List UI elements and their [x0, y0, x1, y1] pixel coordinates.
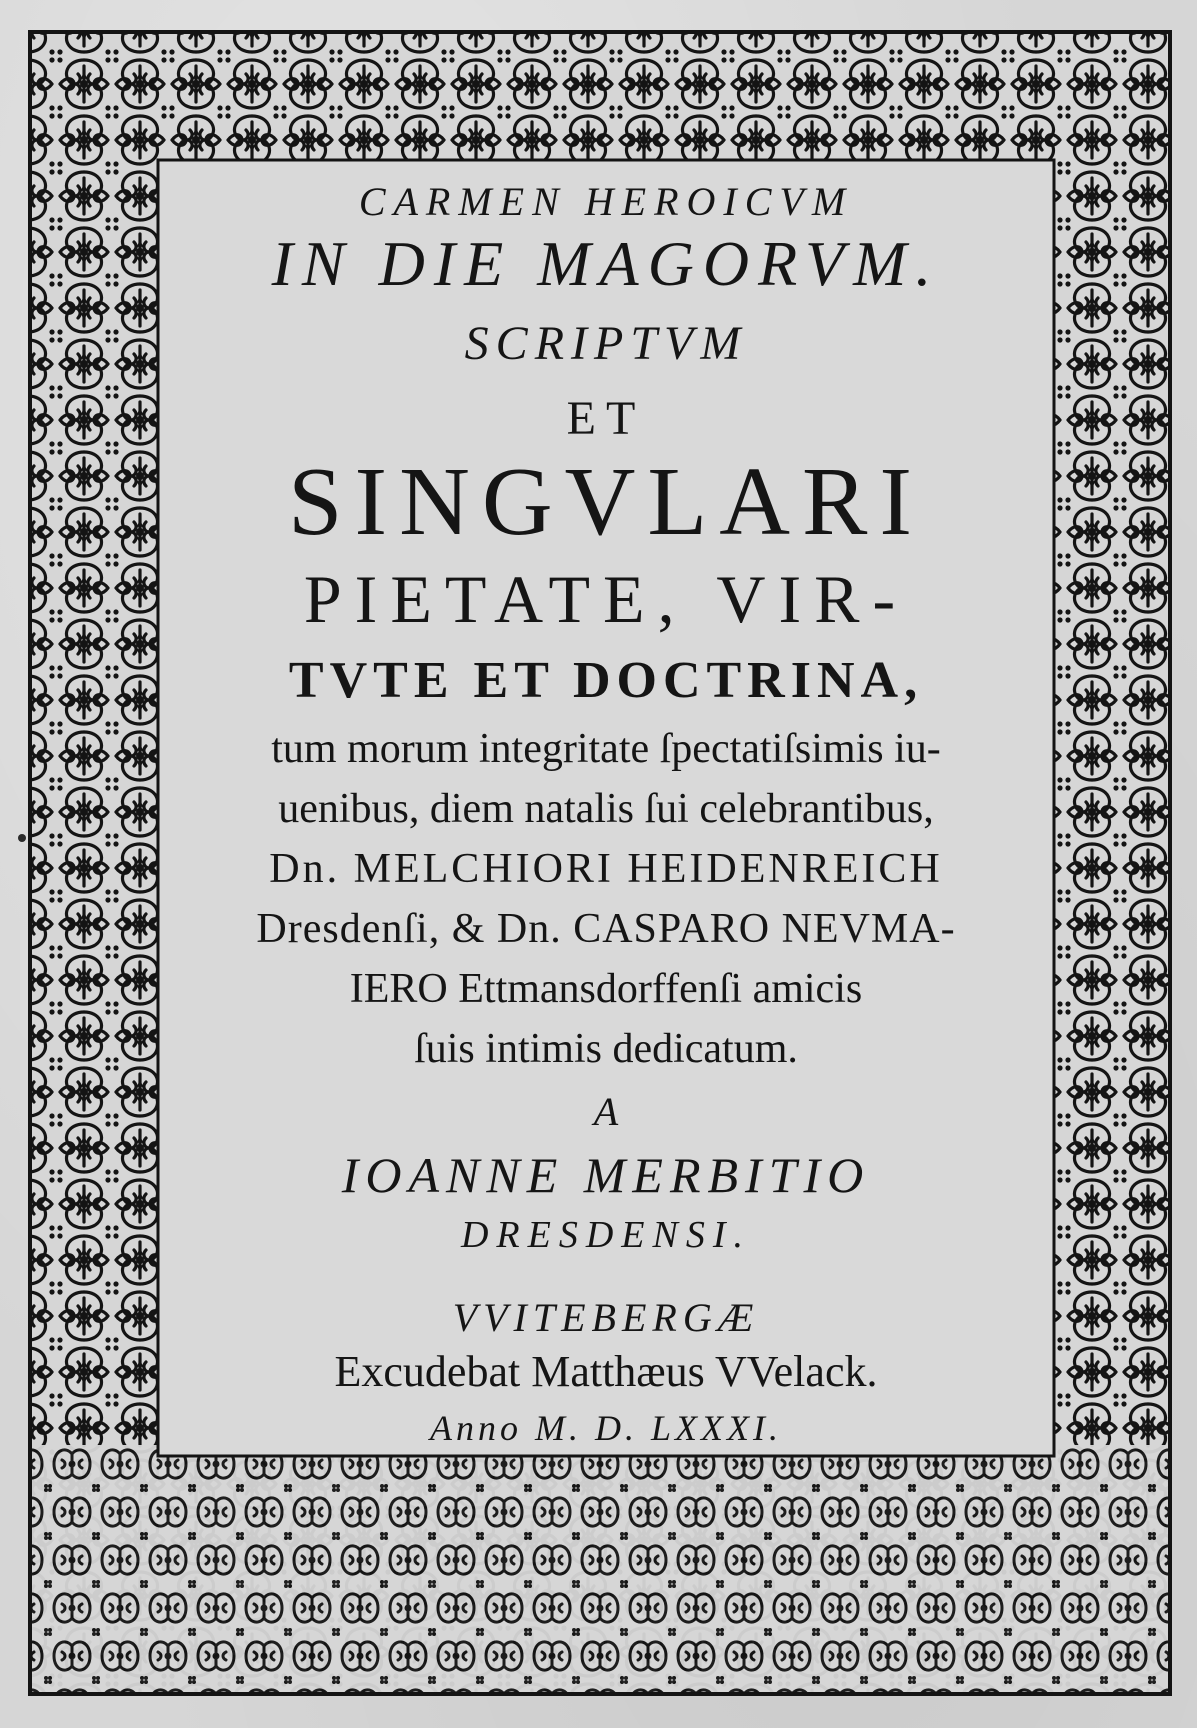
title-line-carmen: CARMEN HEROICVM — [358, 179, 854, 224]
title-line-pietate: PIETATE, VIR- — [303, 561, 909, 637]
title-line-a: A — [593, 1089, 619, 1134]
title-line-tum-morum: tum morum integritate ſpectatiſsimis iu- — [271, 726, 941, 772]
title-line-dresdensi-author: DRESDENSI. — [460, 1214, 752, 1256]
imprint-year: Anno M. D. LXXXI. — [430, 1408, 782, 1448]
title-line-singulari: SINGVLARI — [287, 448, 925, 556]
title-line-melchiori: Dn. MELCHIORI HEIDENREICH — [269, 846, 943, 892]
title-line-iero: IERO Ettmansdorffenſi amicis — [349, 966, 863, 1012]
title-line-uenibus: uenibus, diem natalis ſui celebrantibus, — [278, 786, 934, 832]
title-line-in-die-magorum: IN DIE MAGORVM. — [271, 228, 941, 299]
title-line-dresdensi: Dresdenſi, & Dn. CASPARO NEVMA- — [256, 906, 956, 952]
title-line-ioanne-merbitio: IOANNE MERBITIO — [341, 1147, 871, 1203]
title-line-et: ET — [566, 392, 646, 445]
title-line-tvte: TVTE ET DOCTRINA, — [288, 652, 924, 709]
imprint-place: VVITEBERGÆ — [452, 1295, 760, 1340]
title-line-scriptum: SCRIPTVM — [464, 317, 748, 370]
imprint-printer: Excudebat Matthæus VVelack. — [334, 1347, 878, 1396]
title-line-suis-intimis: ſuis intimis dedicatum. — [414, 1026, 798, 1072]
title-text-block — [166, 170, 1046, 1450]
